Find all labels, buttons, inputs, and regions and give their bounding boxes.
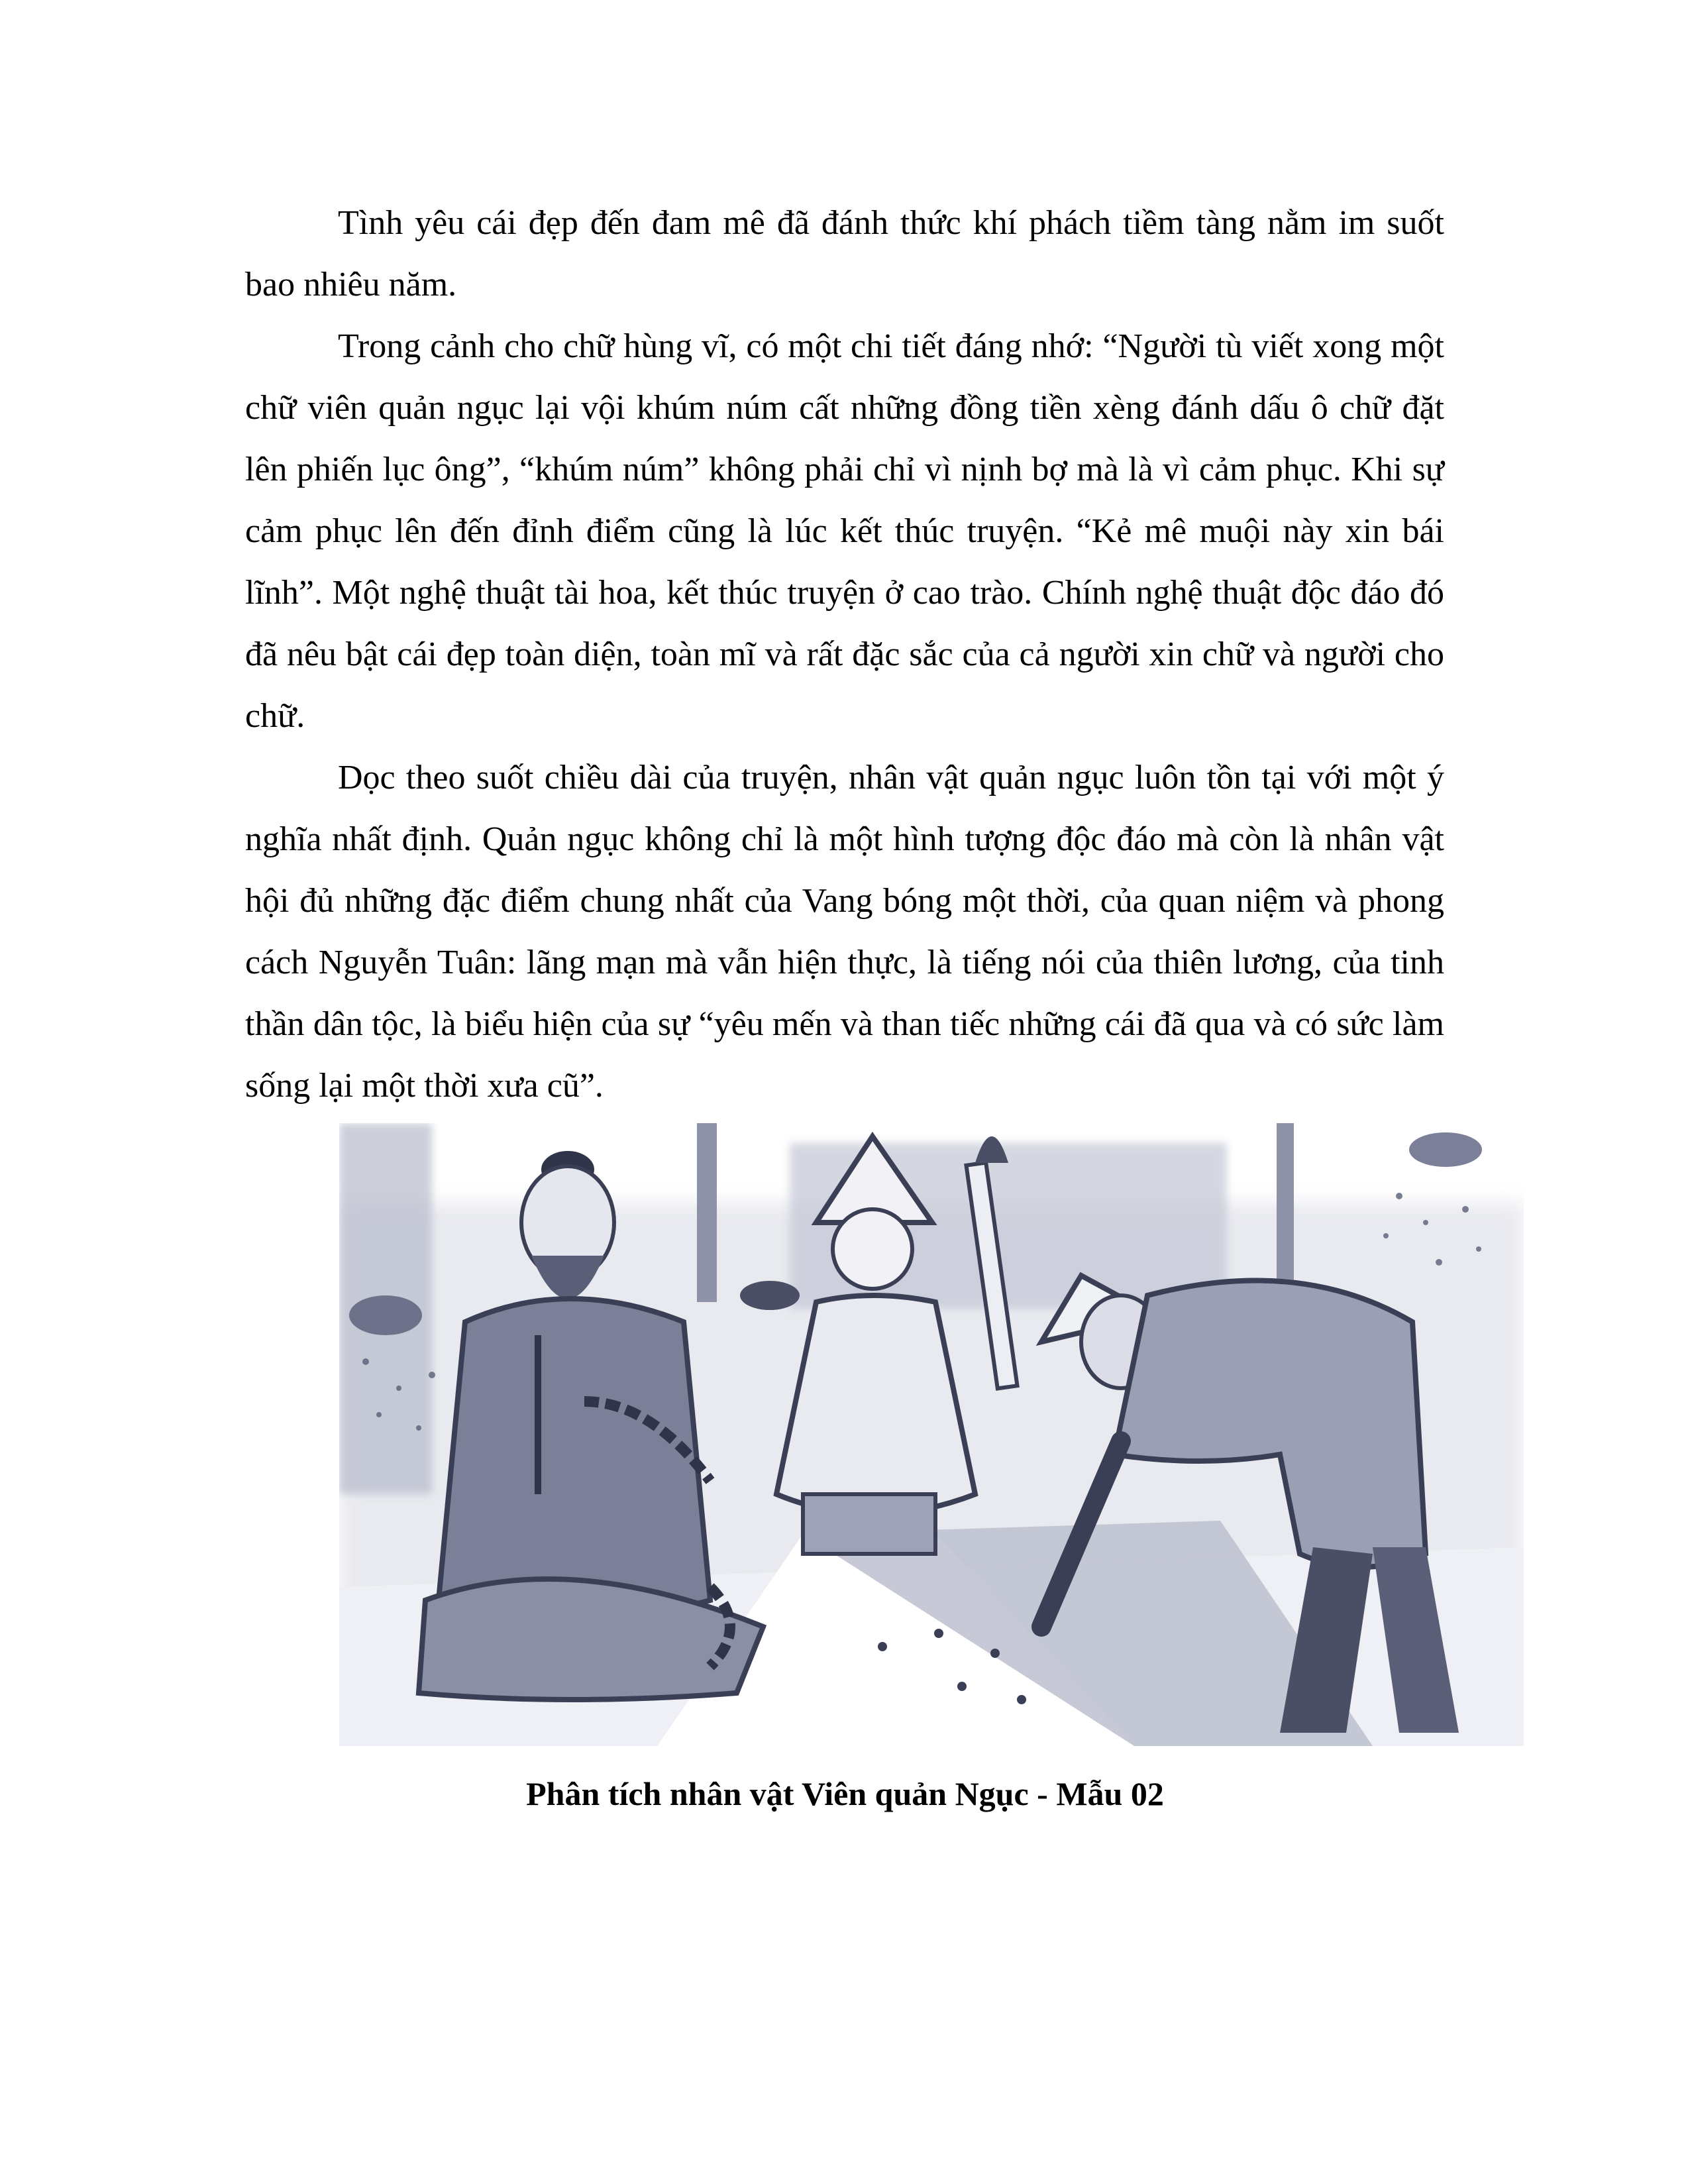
wall-post-left — [697, 1123, 717, 1302]
paragraph-2: Trong cảnh cho chữ hùng vĩ, có một chi tiết đáng nhớ: “Người tù viết xong một chữ viên quản ngục lại vội khúm núm cất những đồng tiền xèng đánh dấu ô chữ đặt lên phiến lục ông”, “khúm núm” không phải chỉ vì nịnh bợ mà là vì cảm phục. Khi sự cảm phục lên đến đỉnh điểm cũng là lúc kết thúc truyện. “Kẻ mê muội này xin bái lĩnh”. Một nghệ thuật tài hoa, kết thúc truyện ở cao trào. Chính nghệ thuật độc đáo đó đã nêu bật cái đẹp toàn diện, toàn mĩ và rất đặc sắc của cả người xin chữ và người cho chữ. — [245, 327, 1444, 735]
illustration-svg — [339, 1123, 1524, 1746]
paragraph-1: Tình yêu cái đẹp đến đam mê đã đánh thức khí phách tiềm tàng nằm im suốt bao nhiêu năm. — [245, 204, 1444, 303]
paragraph-3: Dọc theo suốt chiều dài của truyện, nhân vật quản ngục luôn tồn tại với một ý nghĩa nhất định. Quản ngục không chỉ là một hình tượng độc đáo mà còn là nhân vật hội đủ những đặc điểm chung nhất của Vang bóng một thời, của quan niệm và phong cách Nguyễn Tuân: lãng mạn mà vẫn hiện thực, là tiếng nói của thiên lương, của tinh thần dân tộc, là biểu hiện của sự “yêu mến và than tiếc những cái đã qua và có sức làm sống lại một thời xưa cũ”. — [245, 759, 1444, 1105]
body-text — [245, 192, 1444, 1117]
rat-left — [349, 1295, 422, 1335]
rat-top-right — [1409, 1132, 1482, 1167]
ink-wash-illustration — [339, 1123, 1524, 1746]
figure-caption: Phân tích nhân vật Viên quản Ngục - Mẫu 02 — [526, 1775, 1164, 1812]
